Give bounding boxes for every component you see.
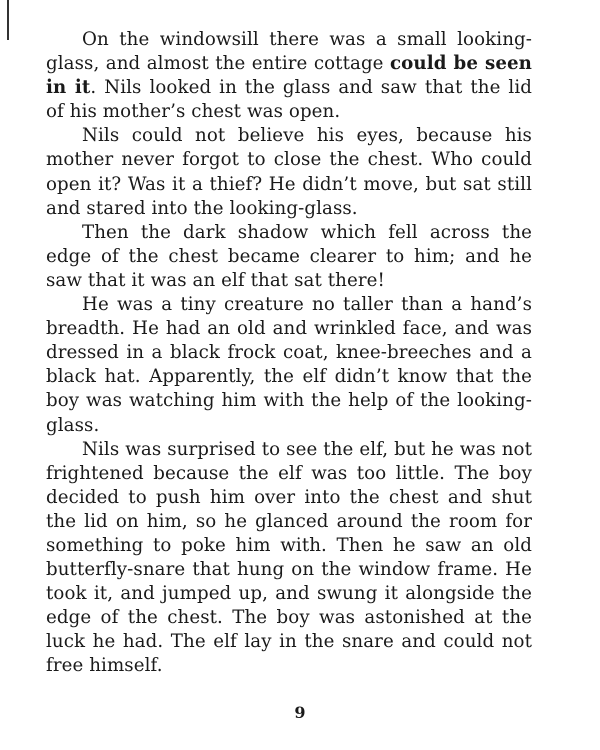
paragraph-1-start: On the windowsill there was a small looking-glass, and almost the entire cottage — [46, 29, 532, 75]
paragraph-1-end: . Nils looked in the glass and saw that the lid of his mother’s chest was open. — [46, 77, 532, 123]
paragraph-2: Nils could not believe his eyes, because his mother never forgot to close the chest. Who could open it? Was it a thief? He didn’t move, but sat still and stared into the looking-glass. — [46, 125, 532, 219]
story-text — [46, 28, 532, 679]
paragraph-3: Then the dark shadow which fell across the edge of the chest became clearer to him; and he saw that it was an elf that sat there! — [46, 221, 532, 291]
paragraph-4: He was a tiny creature no taller than a hand’s breadth. He had an old and wrinkled face, and was dressed in a black frock coat, knee-breeches and a black hat. Apparently, the elf didn’t know that the boy was watching him with the help of the looking-glass. — [46, 294, 532, 436]
bold-phrase: could be seen in it — [46, 53, 532, 99]
paragraph-5: Nils was surprised to see the elf, but he was not frightened because the elf was too little. The boy decided to push him over into the chest and shut the lid on him, so he glanced around the room for something to poke him with. Then he saw an old butterfly-snare that hung on the window frame. He took it, and jumped up, and swung it alongside the edge of the chest. The boy was astonished at the luck he had. The elf lay in the snare and could not free himself. — [46, 438, 532, 677]
page-edge-mark — [7, 0, 9, 40]
paragraph-1 — [46, 28, 532, 124]
page-number: 9 — [294, 703, 306, 722]
